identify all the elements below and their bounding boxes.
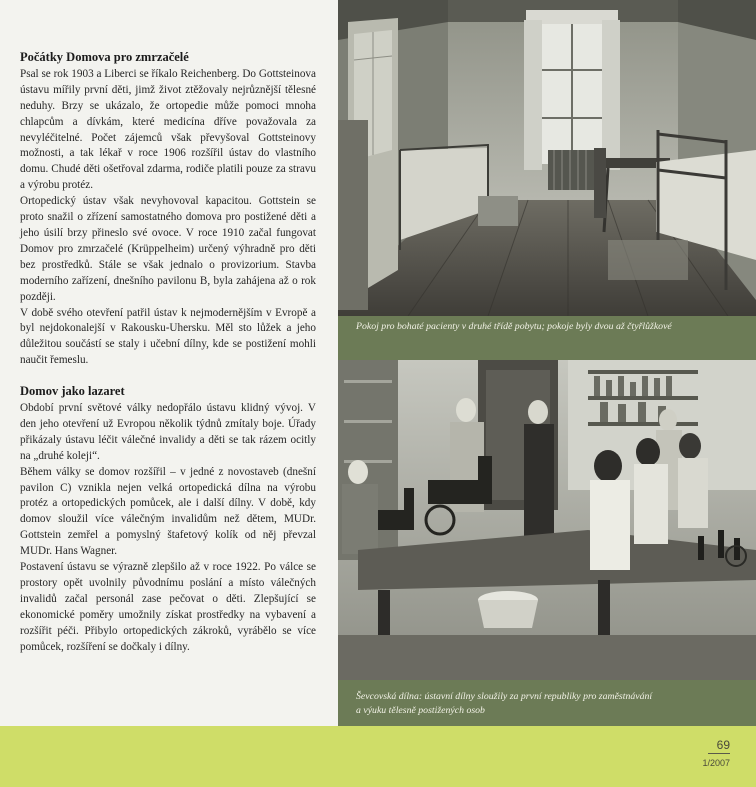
paragraph: Postavení ústavu se výrazně zlepšilo až v roce 1922. Po válce se prostory opět uvolnily původnímu poslání a místo válečných invalidů začal personál zase pečovat o děti. Zlepšující se ekonomické poměry umožnily získat prostředky na vybavení a rozšířit péči. Přibylo ortopedických zákroků, vyrábělo se více pomůcek, rozšíření se dočkaly i dílny.	[20, 561, 316, 653]
paragraph: Ortopedický ústav však nevyhovoval kapacitou. Gottstein se proto snažil o zřízení samostatného domova pro postižené děti a jeho úsilí brzy přineslo své ovoce. V roce 1910 začal fungovat Domov pro zmrzačelé (Krüppelheim) určený výhradně pro děti bez prostředků. Stále se však jednalo o provizorium. Stavba moderního zařízení, dnešního pavilonu B, byla zahájena až o rok později.	[20, 195, 316, 303]
footer-accent-bar	[0, 726, 756, 787]
caption-line: Ševcovská dílna: ústavní dílny sloužily za první republiky pro zaměstnávání	[356, 691, 653, 702]
section-heading-lazaret: Domov jako lazaret	[20, 384, 125, 399]
page-number-divider	[708, 753, 730, 754]
paragraph: Psal se rok 1903 a Liberci se říkalo Reichenberg. Do Gottsteinova ústavu mířily první děti, jimž život ztěžovaly nejrůznější tělesné neduhy. Brzy se ukázalo, že ortopedie může pomoci mnoha chlapcům a dívkám, které medicína dříve považovala za nevyléčitelné. Počet zájemců však převyšoval Gottsteinovy možnosti, a tak lékař v roce 1906 rozšířil ústav do vlastního domu. Chudé děti ošetřoval zdarma, rodiče platili pouze za stravu a výrobu protéz.	[20, 67, 316, 192]
photo-caption-patient-room: Pokoj pro bohaté pacienty v druhé třídě pobytu; pokoje byly dvou až čtyřlůžkové	[356, 321, 672, 332]
workshop-photo-image	[338, 360, 756, 680]
paragraph: Období první světové války nedopřálo ústavu klidný vývoj. V den jeho otevření už Evropou několik týdnů zmítaly boje. Úřady přikázaly ústavu léčit válečné invalidy a děti se tak rázem ocitly na „druhé koleji“.	[20, 402, 316, 462]
paragraph: V době svého otevření patřil ústav k nejmodernějším v Evropě a byl nejdokonalejší v Rakousku-Uhersku. Měl sto lůžek a jeho důležitou součástí se staly i učební dílny, kde se postižení mohli naučit řemeslu.	[20, 306, 316, 367]
article-text-column	[20, 50, 316, 656]
issue-number: 1/2007	[702, 758, 730, 768]
section-heading-beginnings: Počátky Domova pro zmrzačelé	[20, 50, 189, 64]
photo-panel	[338, 0, 756, 726]
paragraph: Během války se domov rozšířil – v jedné z novostaveb (dnešní pavilon C) vznikla nejen velká ortopedická dílna na výrobu protéz a ortopedických pomůcek, ale i další dílny. V době, kdy domov sloužil více válečným invalidům než dětem, MUDr. Gottstein zemřel a pomyslný štafetový kolík od něj převzal MUDr. Hans Wagner.	[20, 465, 316, 558]
caption-line: a výuku tělesně postižených osob	[356, 705, 485, 716]
patient-room-photo-image	[338, 0, 756, 316]
photo-shoemaker-workshop	[338, 360, 756, 680]
photo-caption-workshop	[356, 690, 746, 718]
photo-patient-room	[338, 0, 756, 316]
page-number: 69	[716, 738, 730, 752]
